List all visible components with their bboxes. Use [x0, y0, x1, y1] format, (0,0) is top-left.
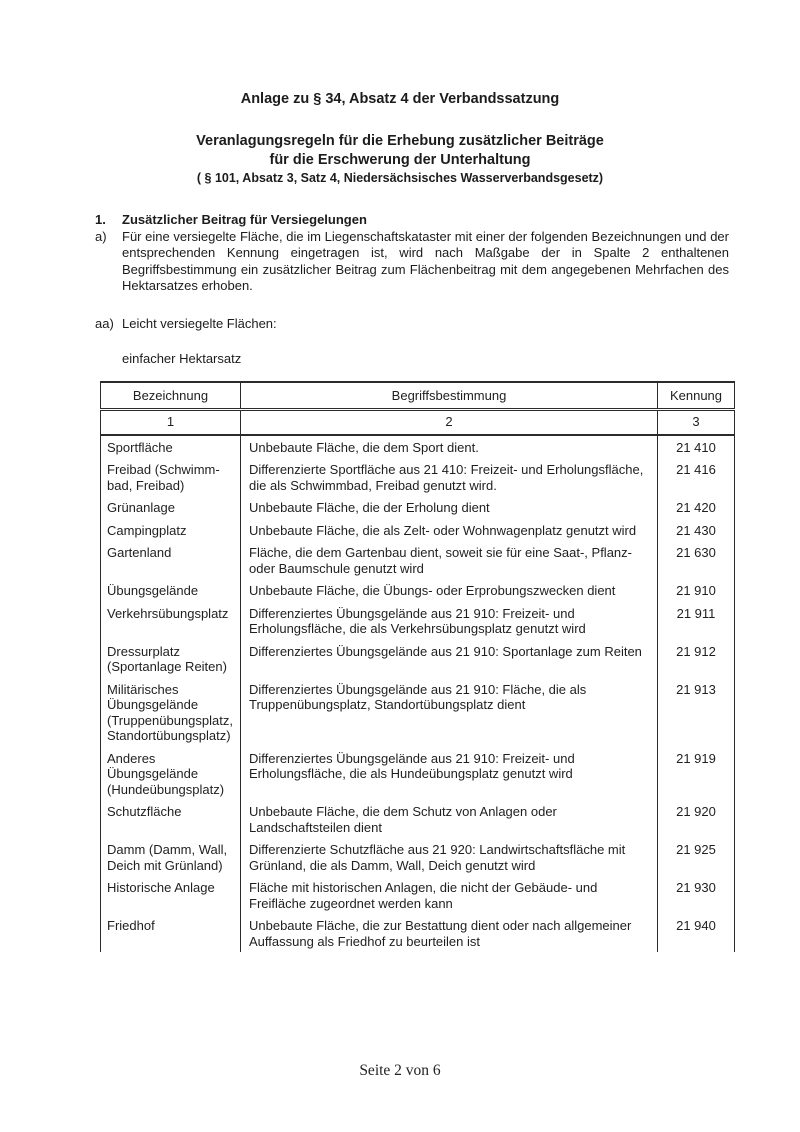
kennung-cell: 21 919	[658, 747, 735, 801]
begriffsbestimmung-cell: Differenziertes Übungsgelände aus 21 910: Sportanlage zum Reiten	[241, 640, 658, 678]
bezeichnung-cell: Schutzfläche	[107, 804, 182, 819]
bezeichnung-cell: Historische Anlage	[107, 880, 215, 895]
bezeichnung-cell: Dressurplatz (Sportanlage Reiten)	[107, 643, 227, 674]
content-area	[95, 212, 729, 952]
begriffsbestimmung-cell: Unbebaute Fläche, die dem Schutz von Anlagen oder Landschaftsteilen dient	[241, 800, 658, 838]
table-header-row	[101, 382, 735, 410]
begriffsbestimmung-cell: Unbebaute Fläche, die als Zelt- oder Wohnwagenplatz genutzt wird	[241, 519, 658, 542]
kennung-cell: 21 911	[658, 602, 735, 640]
bezeichnung-cell: Verkehrsübungsplatz	[107, 605, 229, 621]
kennung-cell: 21 410	[658, 435, 735, 459]
bezeichnung-cell: Gartenland	[107, 545, 172, 560]
paragraph-aa-label: aa)	[95, 315, 114, 331]
table-row	[101, 458, 735, 496]
bezeichnung-cell: Militärisches Übungsgelände (Truppenübungsplatz, Standortübungsplatz)	[107, 681, 233, 743]
table-row	[101, 640, 735, 678]
rate-note: einfacher Hektarsatz	[122, 350, 242, 366]
page-footer: Seite 2 von 6	[359, 1062, 441, 1079]
table-row	[101, 541, 735, 579]
column-number-1: 1	[101, 410, 241, 435]
bezeichnung-cell: Übungsgelände	[107, 583, 199, 598]
header-block	[0, 0, 800, 187]
bezeichnung-cell: Freibad (Schwimmbad, Freibad)	[107, 462, 220, 493]
subtitle-line-2: für die Erschwerung der Unterhaltung	[269, 152, 531, 168]
paragraph-a-text: Für eine versiegelte Fläche, die im Liegenschaftskataster mit einer der folgenden Bezeichnungen und der entsprechenden Kennung eingetragen ist, wird nach Maßgabe der in Spalte 2 enthaltenen Begriffsbestimmung ein zusätzlicher Beitrag zum Flächenbeitrag mit dem angegebenen Mehrfachen des Hektarsatzes erhoben.	[122, 228, 729, 293]
col-header-bezeichnung: Bezeichnung	[101, 382, 241, 410]
paragraph-aa-text: Leicht versiegelte Flächen:	[122, 315, 277, 331]
subtitle-legal-reference: ( § 101, Absatz 3, Satz 4, Niedersächsisches Wasserverbandsgesetz)	[196, 171, 604, 185]
bezeichnung-cell: Campingplatz	[107, 522, 187, 538]
table-row	[101, 800, 735, 838]
begriffsbestimmung-cell: Differenziertes Übungsgelände aus 21 910: Freizeit- und Erholungsfläche, die als Verkehrsübungsplatz genutzt wird	[241, 602, 658, 640]
column-number-2: 2	[241, 410, 658, 435]
begriffsbestimmung-cell: Differenzierte Schutzfläche aus 21 920: Landwirtschaftsfläche mit Grünland, die als Damm, Wall, Deich genutzt wird	[241, 838, 658, 876]
table-row	[101, 678, 735, 747]
kennung-cell: 21 416	[658, 458, 735, 496]
subtitle-line-1: Veranlagungsregeln für die Erhebung zusätzlicher Beiträge	[196, 133, 604, 149]
kennung-cell: 21 930	[658, 876, 735, 914]
bezeichnung-cell: Sportfläche	[107, 439, 173, 455]
bezeichnung-cell: Damm (Damm, Wall, Deich mit Grünland)	[107, 842, 228, 873]
kennung-cell: 21 630	[658, 541, 735, 579]
table-row	[101, 602, 735, 640]
col-header-begriffsbestimmung: Begriffsbestimmung	[241, 382, 658, 410]
column-number-3: 3	[658, 410, 735, 435]
table-row	[101, 838, 735, 876]
table-row	[101, 519, 735, 542]
begriffsbestimmung-cell: Unbebaute Fläche, die der Erholung dient	[241, 496, 658, 519]
kennung-cell: 21 420	[658, 496, 735, 519]
kennung-cell: 21 913	[658, 678, 735, 747]
kennung-cell: 21 912	[658, 640, 735, 678]
bezeichnung-cell: Grünanlage	[107, 500, 175, 515]
begriffsbestimmung-cell: Unbebaute Fläche, die zur Bestattung dient oder nach allgemeiner Auffassung als Friedhof zu beurteilen ist	[241, 914, 658, 952]
bezeichnung-cell: Friedhof	[107, 918, 155, 933]
begriffsbestimmung-cell: Differenzierte Sportfläche aus 21 410: Freizeit- und Erholungsfläche, die als Schwimmbad, Freibad genutzt wird.	[241, 458, 658, 496]
table-row	[101, 747, 735, 801]
fee-table-head	[101, 382, 735, 435]
kennung-cell: 21 910	[658, 579, 735, 602]
begriffsbestimmung-cell: Fläche mit historischen Anlagen, die nicht der Gebäude- und Freifläche zugeordnet werden kann	[241, 876, 658, 914]
table-row	[101, 876, 735, 914]
kennung-cell: 21 940	[658, 914, 735, 952]
column-number-row	[101, 410, 735, 435]
begriffsbestimmung-cell: Differenziertes Übungsgelände aus 21 910: Freizeit- und Erholungsfläche, die als Hundeübungsplatz genutzt wird	[241, 747, 658, 801]
table-row	[101, 435, 735, 459]
section-heading-text: Zusätzlicher Beitrag für Versiegelungen	[122, 212, 367, 227]
table-row	[101, 914, 735, 952]
begriffsbestimmung-cell: Fläche, die dem Gartenbau dient, soweit sie für eine Saat-, Pflanz- oder Baumschule genutzt wird	[241, 541, 658, 579]
fee-table-body	[101, 435, 735, 953]
page-title: Anlage zu § 34, Absatz 4 der Verbandssatzung	[240, 91, 560, 107]
fee-table	[100, 381, 735, 953]
begriffsbestimmung-cell: Unbebaute Fläche, die Übungs- oder Erprobungszwecken dient	[241, 579, 658, 602]
table-row	[101, 496, 735, 519]
kennung-cell: 21 920	[658, 800, 735, 838]
kennung-cell: 21 925	[658, 838, 735, 876]
bezeichnung-cell: Anderes Übungsgelände (Hundeübungsplatz)	[107, 750, 225, 797]
begriffsbestimmung-cell: Differenziertes Übungsgelände aus 21 910: Fläche, die als Truppenübungsplatz, Standortübungsplatz dient	[241, 678, 658, 747]
paragraph-a	[95, 229, 729, 295]
begriffsbestimmung-cell: Unbebaute Fläche, die dem Sport dient.	[241, 435, 658, 459]
paragraph-a-label: a)	[95, 228, 107, 244]
section-number: 1.	[95, 212, 106, 227]
document-subtitle	[0, 132, 800, 170]
paragraph-aa	[95, 316, 729, 332]
section-1-heading	[95, 212, 729, 229]
kennung-cell: 21 430	[658, 519, 735, 542]
col-header-kennung: Kennung	[658, 382, 735, 410]
table-row	[101, 579, 735, 602]
